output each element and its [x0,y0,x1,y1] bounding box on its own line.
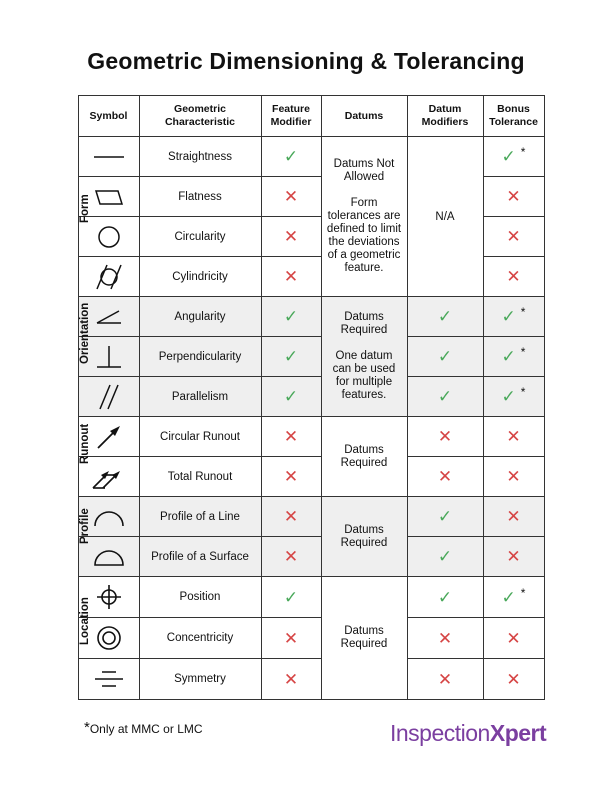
characteristic-header: Geometric Characteristic [139,96,261,137]
bonus-tolerance-cell: ✓ * [483,337,544,377]
datums-orientation-cell: Datums Required One datum can be used for multiple features. [321,297,407,417]
gdt-table [78,95,545,700]
symbol-header: Symbol [78,96,139,137]
feature-modifier-cell: ✕ [261,457,321,497]
bonus-tolerance-cell: ✕ [483,659,544,700]
feature-modifier-cell: ✕ [261,537,321,577]
datums-form-cell: Datums Not Allowed Form tolerances are defined to limit the deviations of a geometric feature. [321,137,407,297]
datum-modifiers-cell: ✓ [407,337,483,377]
characteristic-name: Cylindricity [139,257,261,297]
datums-header: Datums [321,96,407,137]
feature-modifier-cell: ✕ [261,177,321,217]
table-row [78,659,544,700]
bonus-tolerance-cell: ✓ * [483,577,544,618]
bonus-tolerance-cell: ✕ [483,457,544,497]
bonus-tolerance-cell: ✕ [483,497,544,537]
datums-runout-cell: Datums Required [321,417,407,497]
table-row [78,457,544,497]
characteristic-name: Angularity [139,297,261,337]
bonus-tolerance-header: Bonus Tolerance [483,96,544,137]
cylindricity-icon [78,257,139,297]
characteristic-name: Circularity [139,217,261,257]
bonus-tolerance-cell: ✓ * [483,377,544,417]
datum-modifiers-cell: ✓ [407,537,483,577]
datum-modifiers-cell: ✕ [407,457,483,497]
feature-modifier-cell: ✓ [261,577,321,618]
characteristic-name: Parallelism [139,377,261,417]
table-row: Form Straightness ✓ Datums Not Allowed Form tolerances are defined to limit the deviations of a geometric feature. N/A ✓ * [78,137,544,177]
feature-modifier-header: Feature Modifier [261,96,321,137]
bonus-tolerance-cell: ✕ [483,257,544,297]
datum-modifiers-cell: ✕ [407,618,483,659]
characteristic-name: Total Runout [139,457,261,497]
table-row [78,337,544,377]
characteristic-name: Straightness [139,137,261,177]
header-row [78,96,544,137]
datum-modifiers-cell: ✓ [407,297,483,337]
feature-modifier-cell: ✕ [261,217,321,257]
datum-modifiers-cell: ✓ [407,377,483,417]
datums-profile-cell: Datums Required [321,497,407,577]
feature-modifier-cell: ✕ [261,497,321,537]
bonus-tolerance-cell: ✕ [483,618,544,659]
feature-modifier-cell: ✓ [261,377,321,417]
feature-modifier-cell: ✕ [261,417,321,457]
feature-modifier-cell: ✕ [261,659,321,700]
bonus-tolerance-cell: ✕ [483,417,544,457]
straightness-icon [78,137,139,177]
page-title: Geometric Dimensioning & Tolerancing [87,48,525,74]
characteristic-name: Concentricity [139,618,261,659]
datum-modifiers-cell: ✕ [407,659,483,700]
datum-modifiers-cell: ✕ [407,417,483,457]
table-row: Location Position ✓ Datums Required ✓ ✓ * [78,577,544,618]
datum-modifiers-cell: ✓ [407,497,483,537]
symmetry-icon [78,659,139,700]
characteristic-name: Symmetry [139,659,261,700]
brand-logo: InspectionXpert [390,720,547,746]
parallelism-icon [78,377,139,417]
datum-modifiers-header: Datum Modifiers [407,96,483,137]
characteristic-name: Flatness [139,177,261,217]
table-row [78,497,544,537]
feature-modifier-cell: ✓ [261,137,321,177]
table-row: Runout Circular Runout ✕ Datums Required ✕ ✕ [78,417,544,457]
characteristic-name: Position [139,577,261,618]
table-row [78,618,544,659]
feature-modifier-cell: ✓ [261,337,321,377]
datum-modifiers-form-cell: N/A [407,137,483,297]
characteristic-name: Profile of a Line [139,497,261,537]
datums-location-cell: Datums Required [321,577,407,700]
characteristic-name: Profile of a Surface [139,537,261,577]
bonus-tolerance-cell: ✕ [483,217,544,257]
feature-modifier-cell: ✕ [261,618,321,659]
feature-modifier-cell: ✓ [261,297,321,337]
footnote: *Only at MMC or LMC [84,719,203,736]
bonus-tolerance-cell: ✕ [483,537,544,577]
bonus-tolerance-cell: ✕ [483,177,544,217]
datum-modifiers-cell: ✓ [407,577,483,618]
table-row [78,537,544,577]
characteristic-name: Circular Runout [139,417,261,457]
feature-modifier-cell: ✕ [261,257,321,297]
table-row [78,297,544,337]
bonus-tolerance-cell: ✓ * [483,297,544,337]
characteristic-name: Perpendicularity [139,337,261,377]
table-row [78,377,544,417]
bonus-tolerance-cell: ✓ * [483,137,544,177]
